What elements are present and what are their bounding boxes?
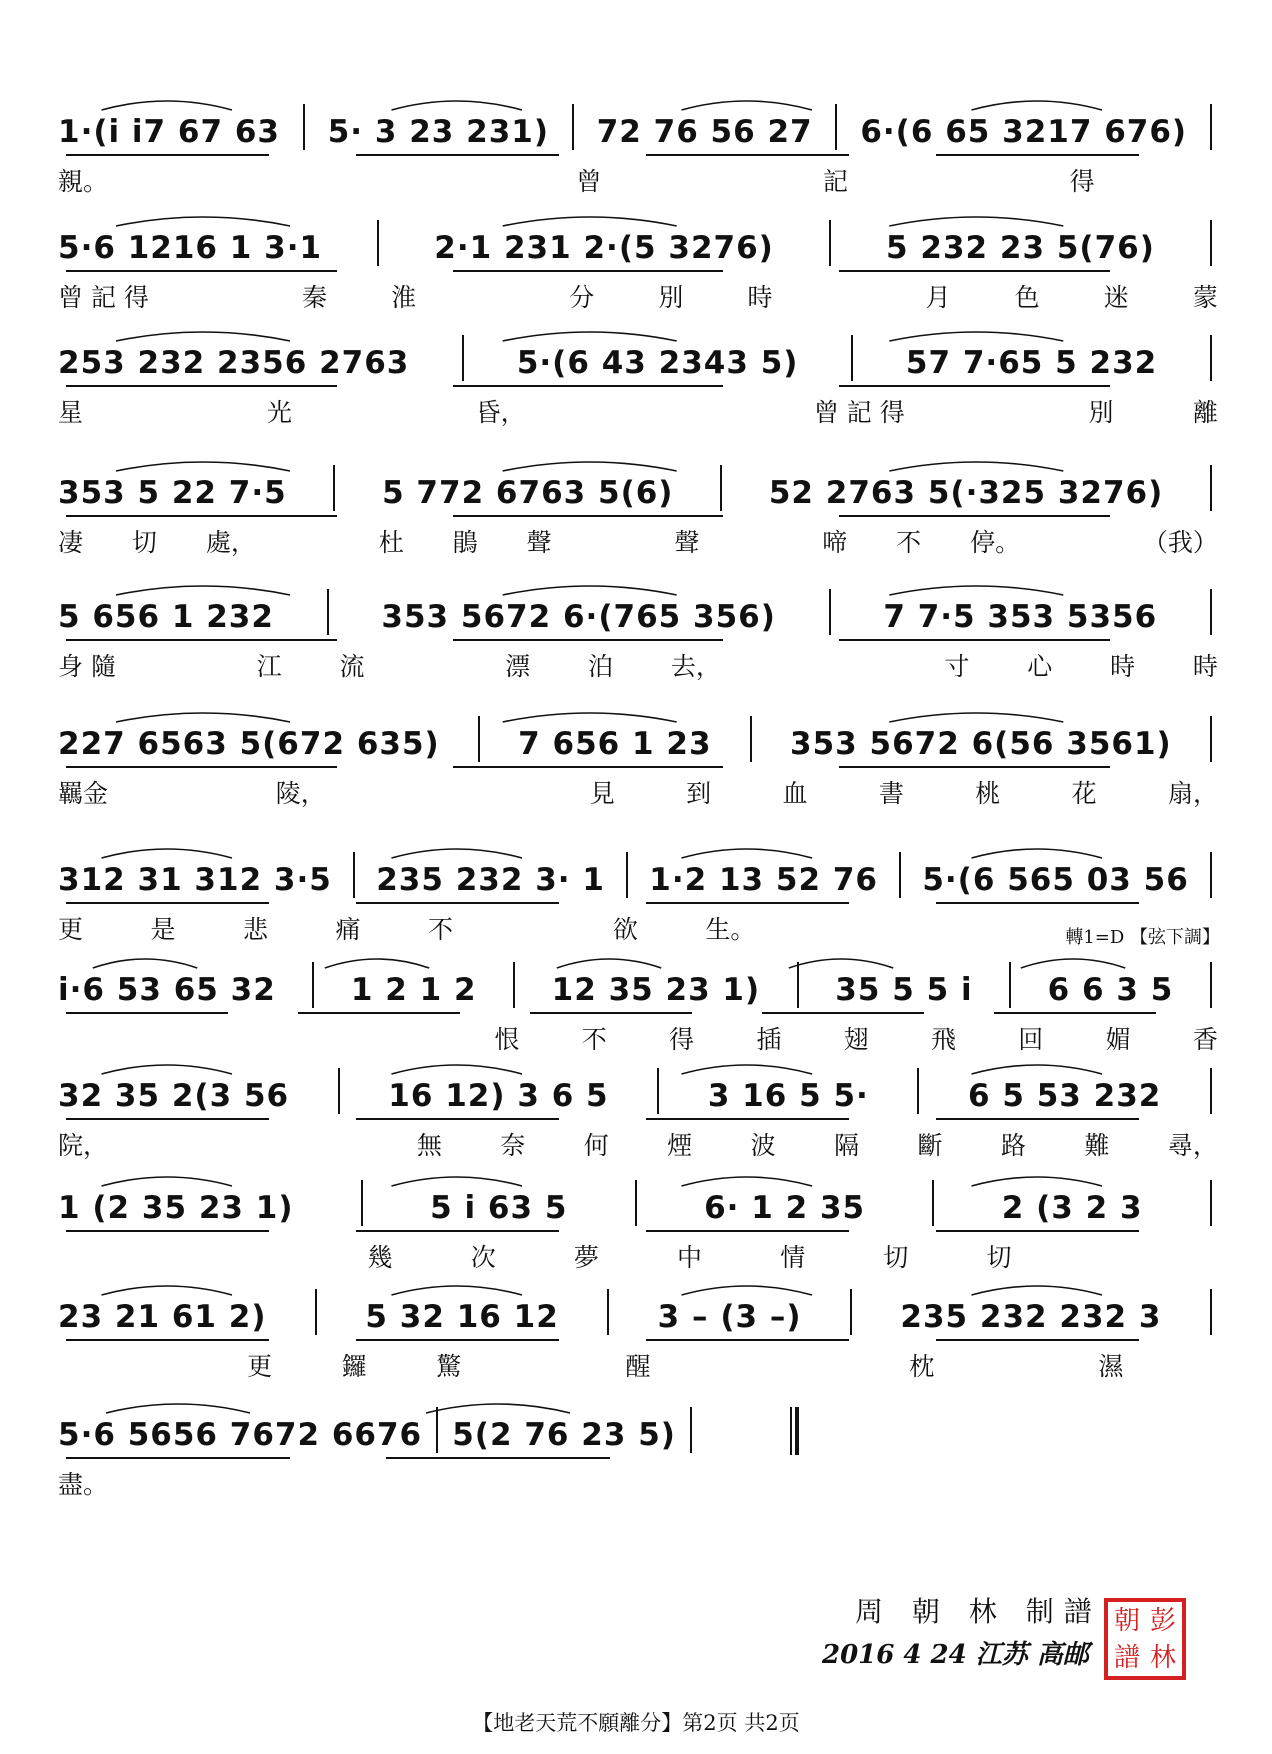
lyric-syllable: 切 xyxy=(131,528,157,557)
measure: 1 (2 35 23 1) xyxy=(58,1190,294,1226)
lyric-syllable: 漂 xyxy=(505,652,531,681)
red-seal-stamp xyxy=(1104,1598,1186,1680)
lyric-syllable: 鑼 xyxy=(341,1352,367,1381)
measure: 235 232 3· 1 xyxy=(376,862,605,898)
arranger-credit: 周 朝 林 制譜 xyxy=(855,1595,1102,1628)
measure: 72 76 56 27 xyxy=(596,114,813,150)
lyric-syllable: 悲 xyxy=(242,915,268,944)
lyric-syllable: 花 xyxy=(1071,779,1097,808)
lyric-syllable: 時 xyxy=(1192,652,1218,681)
lyric-syllable: 秦 xyxy=(302,283,328,312)
measure: 6· 1 2 35 xyxy=(704,1190,866,1226)
barline xyxy=(315,1289,317,1335)
lyric-syllable: 無 xyxy=(416,1131,442,1160)
lyric-syllable: 幾 xyxy=(367,1243,393,1272)
measure: 23 21 61 2) xyxy=(58,1299,267,1335)
lyric-syllable: 隔 xyxy=(834,1131,860,1160)
lyric-line xyxy=(58,1126,1218,1160)
lyric-syllable: 情 xyxy=(780,1243,806,1272)
key-change-annotation: 轉1=D 【弦下調】 xyxy=(1065,927,1220,948)
lyric-syllable: 驚 xyxy=(436,1352,462,1381)
lyric-line xyxy=(58,523,1218,557)
notation-line xyxy=(58,467,1218,511)
measure: 5 i̇ 63 5 xyxy=(430,1190,568,1226)
lyric-syllable: 何 xyxy=(583,1131,609,1160)
barline xyxy=(1210,220,1212,266)
barline xyxy=(607,1289,609,1335)
measure: 353 5 22 7·5 xyxy=(58,475,287,511)
measure: 5· 3 23 231) xyxy=(327,114,549,150)
measure: 1·(i̇ i̇7 67 63 xyxy=(58,114,280,150)
notation-line xyxy=(58,718,1218,762)
notation-line xyxy=(58,964,1218,1008)
lyric-syllable: 心 xyxy=(1027,652,1053,681)
measure: 5 656 1 232 xyxy=(58,599,274,635)
barline xyxy=(635,1180,637,1226)
lyric-syllable: 夢 xyxy=(573,1243,599,1272)
lyric-syllable: 更 xyxy=(247,1352,273,1381)
lyric-syllable: 香 xyxy=(1192,1025,1218,1054)
seal-char: 朝 xyxy=(1113,1605,1140,1636)
measure: 32 35 2(3 56 xyxy=(58,1078,290,1114)
notation-line xyxy=(58,1409,698,1453)
lyric-syllable: 時 xyxy=(1110,652,1136,681)
lyric-syllable: 媚 xyxy=(1105,1025,1131,1054)
barline xyxy=(436,1407,438,1453)
measure: 353 5672 6(56 3561) xyxy=(790,726,1172,762)
lyric-syllable: 江 xyxy=(256,652,282,681)
measure: 2 (3 2 3 xyxy=(1001,1190,1143,1226)
measure: 3 16 5 5· xyxy=(707,1078,869,1114)
lyric-syllable: 濕 xyxy=(1098,1352,1124,1381)
measure: 312 31 312 3·5 xyxy=(58,862,332,898)
barline xyxy=(572,104,574,150)
barline xyxy=(829,220,831,266)
lyric-line xyxy=(58,774,1218,808)
lyric-syllable: 光 xyxy=(266,398,292,427)
lyric-syllable: 寸 xyxy=(944,652,970,681)
barline xyxy=(361,1180,363,1226)
lyric-syllable: 尋， xyxy=(1167,1131,1218,1160)
barline xyxy=(917,1068,919,1114)
lyric-line xyxy=(58,1465,138,1499)
measure: 1 2 1 2 xyxy=(350,972,477,1008)
lyric-line xyxy=(58,647,1218,681)
lyric-syllable: 次 xyxy=(470,1243,496,1272)
barline xyxy=(720,465,722,511)
barline xyxy=(1210,1180,1212,1226)
barline xyxy=(353,852,355,898)
barline xyxy=(690,1407,692,1453)
measure: 235 232 232 3 xyxy=(900,1299,1162,1335)
measure: 2·1 231 2·(5 3276) xyxy=(434,230,774,266)
lyric-syllable: 枕 xyxy=(909,1352,935,1381)
measure: 12 35 23 1) xyxy=(551,972,761,1008)
lyric-syllable: 鵑 xyxy=(452,528,478,557)
lyric-syllable: 陵， xyxy=(275,779,326,808)
lyric-syllable: 斷 xyxy=(917,1131,943,1160)
lyric-syllable: 啼 xyxy=(822,528,848,557)
lyric-syllable: 蒙 xyxy=(1192,283,1218,312)
lyric-syllable: 別 xyxy=(658,283,684,312)
lyric-syllable: 桃 xyxy=(975,779,1001,808)
lyric-syllable: 書 xyxy=(878,779,904,808)
lyric-syllable: 流 xyxy=(339,652,365,681)
barline xyxy=(1210,1068,1212,1114)
lyric-line xyxy=(58,393,1218,427)
barline xyxy=(1210,1289,1212,1335)
lyric-syllable: 翅 xyxy=(843,1025,869,1054)
barline xyxy=(377,220,379,266)
barline xyxy=(462,335,464,381)
measure: 5·(6 43 2343 5) xyxy=(516,345,799,381)
lyric-syllable: 是 xyxy=(150,915,176,944)
barline xyxy=(932,1180,934,1226)
lyric-syllable: 別 xyxy=(1088,398,1114,427)
page-footer: 【地老天荒不願離分】第2页 共2页 xyxy=(472,1711,800,1735)
lyric-syllable: 切 xyxy=(986,1243,1012,1272)
measure: 7 7·5 353 5356 xyxy=(883,599,1158,635)
lyric-syllable: 不 xyxy=(896,528,922,557)
lyric-syllable: 生。 xyxy=(705,915,756,944)
barline xyxy=(478,716,480,762)
lyric-syllable: 不 xyxy=(427,915,453,944)
notation-line xyxy=(58,1291,1218,1335)
measure: 5(2 76 23 5) xyxy=(452,1417,676,1453)
lyric-syllable: 聲 xyxy=(674,528,700,557)
lyric-syllable: 飛 xyxy=(930,1025,956,1054)
lyric-syllable: 泊 xyxy=(588,652,614,681)
lyric-syllable: 插 xyxy=(756,1025,782,1054)
barline xyxy=(1210,465,1212,511)
measure: 227 6563 5(672 635) xyxy=(58,726,440,762)
lyric-syllable: 羈金 xyxy=(58,779,109,808)
lyric-syllable: 波 xyxy=(750,1131,776,1160)
measure: 35 5 5 i̇ xyxy=(835,972,973,1008)
lyric-syllable: 見 xyxy=(589,779,615,808)
lyric-syllable: 回 xyxy=(1018,1025,1044,1054)
measure: 5·(6 565 03 56 xyxy=(922,862,1189,898)
notation-line xyxy=(58,1070,1218,1114)
measure: 6·(6 65 3217 676) xyxy=(860,114,1188,150)
measure: 253 232 2356 2763 xyxy=(58,345,410,381)
lyric-syllable: 欲 xyxy=(612,915,638,944)
notation-line xyxy=(58,106,1218,150)
barline xyxy=(1210,852,1212,898)
lyric-syllable: 星 xyxy=(58,398,84,427)
barline xyxy=(797,962,799,1008)
lyric-syllable: 恨 xyxy=(494,1025,520,1054)
lyric-syllable: 昏， xyxy=(475,398,526,427)
lyric-syllable: 離 xyxy=(1192,398,1218,427)
lyric-syllable: 凄 xyxy=(58,528,84,557)
seal-char: 林 xyxy=(1149,1642,1176,1673)
measure: 57 7·65 5 232 xyxy=(905,345,1158,381)
notation-line xyxy=(58,1182,1218,1226)
lyric-syllable: 時 xyxy=(747,283,773,312)
measure: 5 232 23 5(76) xyxy=(886,230,1155,266)
lyric-syllable: 聲 xyxy=(526,528,552,557)
measure: 5 32 16 12 xyxy=(365,1299,559,1335)
arrangement-date-place: 2016 4 24 江苏 高邮 xyxy=(822,1640,1089,1670)
lyric-syllable: 停。 xyxy=(970,528,1021,557)
barline xyxy=(333,465,335,511)
measure: 3 – (3 –) xyxy=(657,1299,802,1335)
barline xyxy=(513,962,515,1008)
measure: 5·6 5656 7672 6676 xyxy=(58,1417,423,1453)
lyric-syllable: 到 xyxy=(686,779,712,808)
lyric-syllable: 曾 記 得 xyxy=(58,283,149,312)
seal-char: 譜 xyxy=(1113,1642,1140,1673)
lyric-syllable: 分 xyxy=(569,283,595,312)
final-barline xyxy=(790,1407,798,1455)
lyric-syllable: 杜 xyxy=(378,528,404,557)
notation-line xyxy=(58,222,1218,266)
barline xyxy=(1210,716,1212,762)
notation-line xyxy=(58,854,1218,898)
lyric-line xyxy=(58,1347,1218,1381)
measure: 16 12) 3 6 5 xyxy=(388,1078,609,1114)
lyric-syllable: 得 xyxy=(1069,167,1095,196)
measure: 6 6 3 5 xyxy=(1047,972,1174,1008)
lyric-line xyxy=(58,1238,1218,1272)
lyric-syllable: 曾 記 得 xyxy=(813,398,905,427)
lyric-syllable: 得 xyxy=(669,1025,695,1054)
measure: 1·2 13 52 76 xyxy=(649,862,878,898)
lyric-syllable: 更 xyxy=(58,915,84,944)
notation-line xyxy=(58,337,1218,381)
barline xyxy=(851,335,853,381)
measure: 5 772 6763 5(6) xyxy=(382,475,674,511)
lyric-syllable: 迷 xyxy=(1103,283,1129,312)
barline xyxy=(750,716,752,762)
lyric-line xyxy=(58,910,1218,944)
lyric-syllable: 淮 xyxy=(391,283,417,312)
measure: 52 2763 5(·325 3276) xyxy=(768,475,1164,511)
lyric-syllable: 處， xyxy=(205,528,256,557)
barline xyxy=(1210,104,1212,150)
lyric-syllable: 煙 xyxy=(667,1131,693,1160)
lyric-syllable: 曾 xyxy=(576,167,602,196)
barline xyxy=(829,589,831,635)
barline xyxy=(327,589,329,635)
lyric-syllable: 親。 xyxy=(58,167,109,196)
lyric-syllable: 不 xyxy=(581,1025,607,1054)
barline xyxy=(657,1068,659,1114)
lyric-syllable: 記 xyxy=(822,167,848,196)
barline xyxy=(835,104,837,150)
notation-line xyxy=(58,591,1218,635)
lyric-syllable: 難 xyxy=(1084,1131,1110,1160)
lyric-syllable: 盡。 xyxy=(58,1470,109,1499)
lyric-syllable: 扇， xyxy=(1167,779,1218,808)
barline xyxy=(1210,589,1212,635)
lyric-line xyxy=(58,1020,1218,1054)
lyric-line xyxy=(58,278,1218,312)
barline xyxy=(1009,962,1011,1008)
beam-underlines xyxy=(58,1455,1218,1467)
barline xyxy=(1210,962,1212,1008)
barline xyxy=(312,962,314,1008)
lyric-syllable: 中 xyxy=(677,1243,703,1272)
lyric-syllable: 痛 xyxy=(335,915,361,944)
lyric-syllable: 身 隨 xyxy=(58,652,116,681)
seal-char: 彭 xyxy=(1149,1605,1176,1636)
measure: 6 5 53 232 xyxy=(968,1078,1162,1114)
lyric-line xyxy=(58,162,1218,196)
lyric-syllable: 月 xyxy=(925,283,951,312)
lyric-syllable: 路 xyxy=(1000,1131,1026,1160)
measure: i̇·6 53 65 32 xyxy=(58,972,276,1008)
barline xyxy=(338,1068,340,1114)
lyric-syllable: 色 xyxy=(1014,283,1040,312)
barline xyxy=(899,852,901,898)
lyric-syllable: 奈 xyxy=(500,1131,526,1160)
lyric-syllable: 醒 xyxy=(625,1352,651,1381)
measure: 5·6 1216 1 3·1 xyxy=(58,230,323,266)
lyric-syllable: 切 xyxy=(883,1243,909,1272)
lyric-syllable: 院， xyxy=(58,1131,109,1160)
lyric-syllable: 血 xyxy=(782,779,808,808)
barline xyxy=(626,852,628,898)
lyric-syllable: 去， xyxy=(670,652,721,681)
measure: 353 5672 6·(765 356) xyxy=(381,599,776,635)
barline xyxy=(850,1289,852,1335)
measure: 7 656 1 23 xyxy=(518,726,712,762)
lyric-syllable: （我） xyxy=(1142,528,1218,557)
barline xyxy=(303,104,305,150)
barline xyxy=(1210,335,1212,381)
